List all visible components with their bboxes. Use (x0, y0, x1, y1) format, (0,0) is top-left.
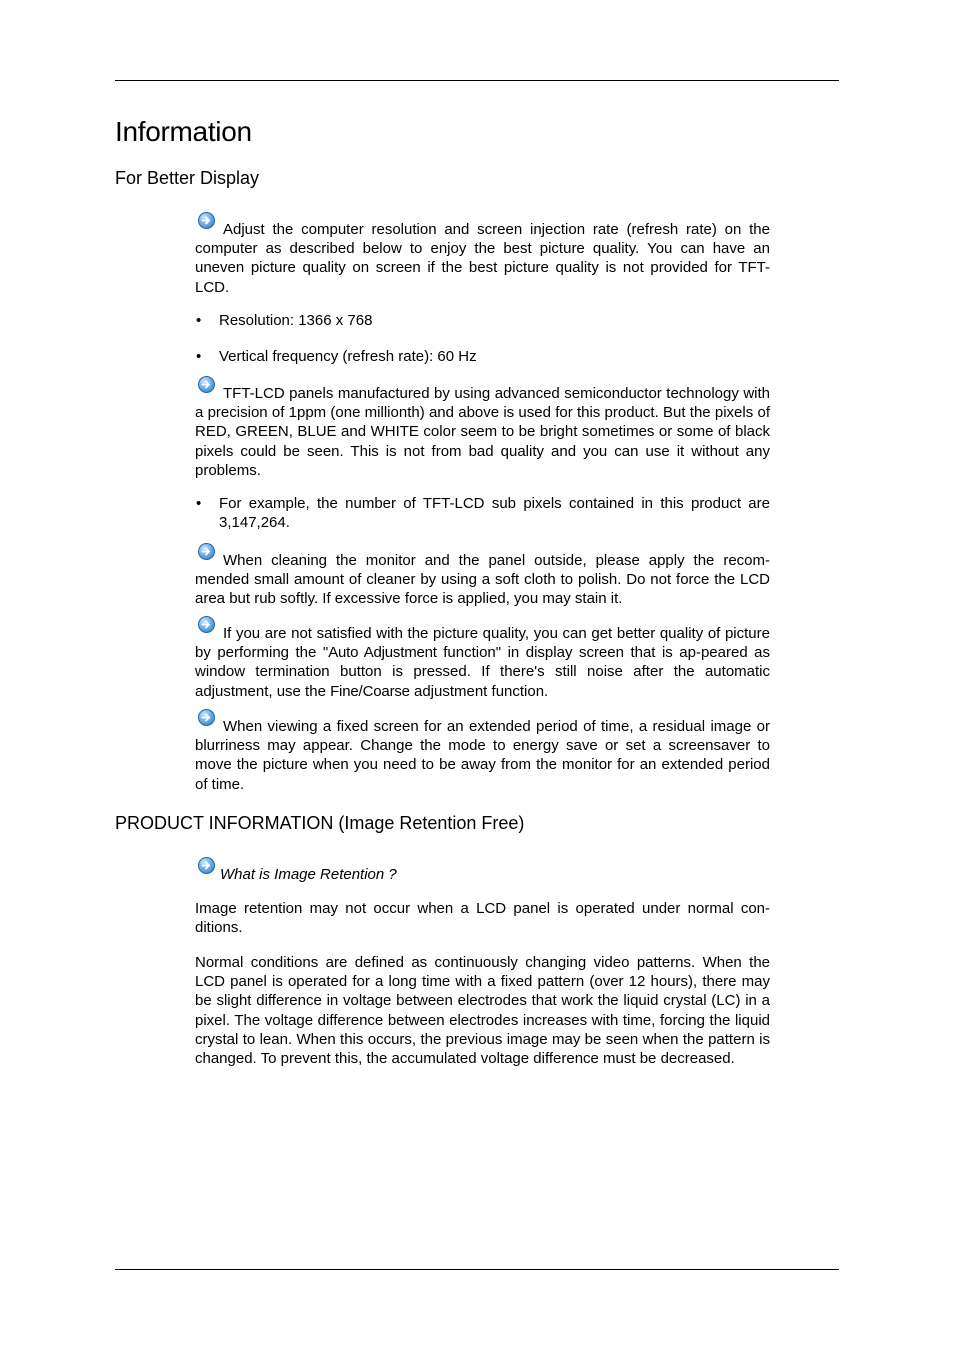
list-item (195, 494, 770, 532)
footer-rule (115, 1269, 839, 1270)
bullet-text: Resolution: 1366 x 768 (219, 312, 373, 329)
header-rule (115, 80, 839, 81)
page-title: Information (115, 116, 252, 147)
note-cleaning (195, 548, 770, 609)
note-image-retention-title (195, 862, 770, 884)
bullet-glyph: • (196, 348, 202, 365)
paragraph-normal-conditions: Image retention may not occur when a LCD panel is operated under normal con-ditions. (195, 900, 770, 937)
section-heading-better-display: For Better Display (115, 168, 260, 188)
ui-term-fine: Fine (330, 682, 359, 700)
bullet-glyph: • (196, 312, 202, 329)
note-arrow-icon (198, 212, 215, 229)
paragraph-retention-explanation: Normal conditions are defined as continuously changing video patterns. When the LCD panel is operated for a long time with a fixed pattern (over 12 hours), there may be slight difference in voltage between electrodes that work the liquid crystal (LC) in a pixel. The voltage difference between electrodes increases with time, forcing the liquid crystal to lean. When this occurs, the previous image may be seen when the pattern is changed. To prevent this, the accumulated voltage difference must be decreased. (195, 954, 770, 1068)
list-item (195, 347, 770, 366)
bullet-text: Vertical frequency (refresh rate): 60 Hz (219, 348, 477, 365)
note-text: Adjust the computer resolution and screen injection rate (refresh rate) on the computer as described below to enjoy the best picture quality. You can have an uneven picture quality on screen if the best picture quality is not provided for TFT-LCD. (195, 221, 770, 296)
note-resolution (195, 217, 770, 297)
note-text: What is Image Retention ? (220, 866, 397, 883)
ui-term-coarse: Coarse (362, 682, 410, 700)
bullet-glyph: • (196, 495, 202, 512)
note-arrow-icon (198, 376, 215, 393)
note-text: adjustment function. (409, 682, 549, 700)
bullet-text: For example, the number of TFT-LCD sub pixels contained in this product are 3,147,264. (219, 495, 770, 532)
note-arrow-icon (198, 616, 215, 633)
note-arrow-icon (198, 543, 215, 560)
section-heading-product-information: PRODUCT INFORMATION (Image Retention Free) (115, 813, 525, 833)
note-text: function" in display screen that is ap-peared as window termination button is pressed. If there's still noise after the automatic adjustment, use the (195, 644, 771, 700)
note-fixed-screen (195, 714, 770, 794)
note-text: When viewing a fixed screen for an extended period of time, a residual image or blurriness may appear. Change the mode to energy save or set a screensaver to move the picture when you need to be away from the monitor for an extended period of time. (195, 718, 770, 793)
note-picture-quality (195, 621, 770, 701)
ui-term-auto-adjustment: Auto Adjustment (328, 644, 437, 662)
note-arrow-icon (198, 709, 215, 726)
note-text: / (358, 682, 363, 700)
note-text: If you are not satisfied with the picture quality, you can get better quality of picture by performing the " (195, 625, 770, 662)
list-item (195, 311, 770, 330)
note-text: TFT-LCD panels manufactured by using advanced semiconductor technology with a precision of 1ppm (one millionth) and above is used for this product. But the pixels of RED, GREEN, BLUE and WHITE color seem to be bright sometimes or some of black pixels could be seen. This is not from bad quality and you can use it without any problems. (195, 385, 770, 479)
note-arrow-icon (198, 857, 215, 874)
note-tft-lcd (195, 381, 770, 480)
note-text: When cleaning the monitor and the panel outside, please apply the recom-mended small amount of cleaner by using a soft cloth to polish. Do not force the LCD area but rub softly. If excessive force is applied, you may stain it. (195, 552, 770, 608)
